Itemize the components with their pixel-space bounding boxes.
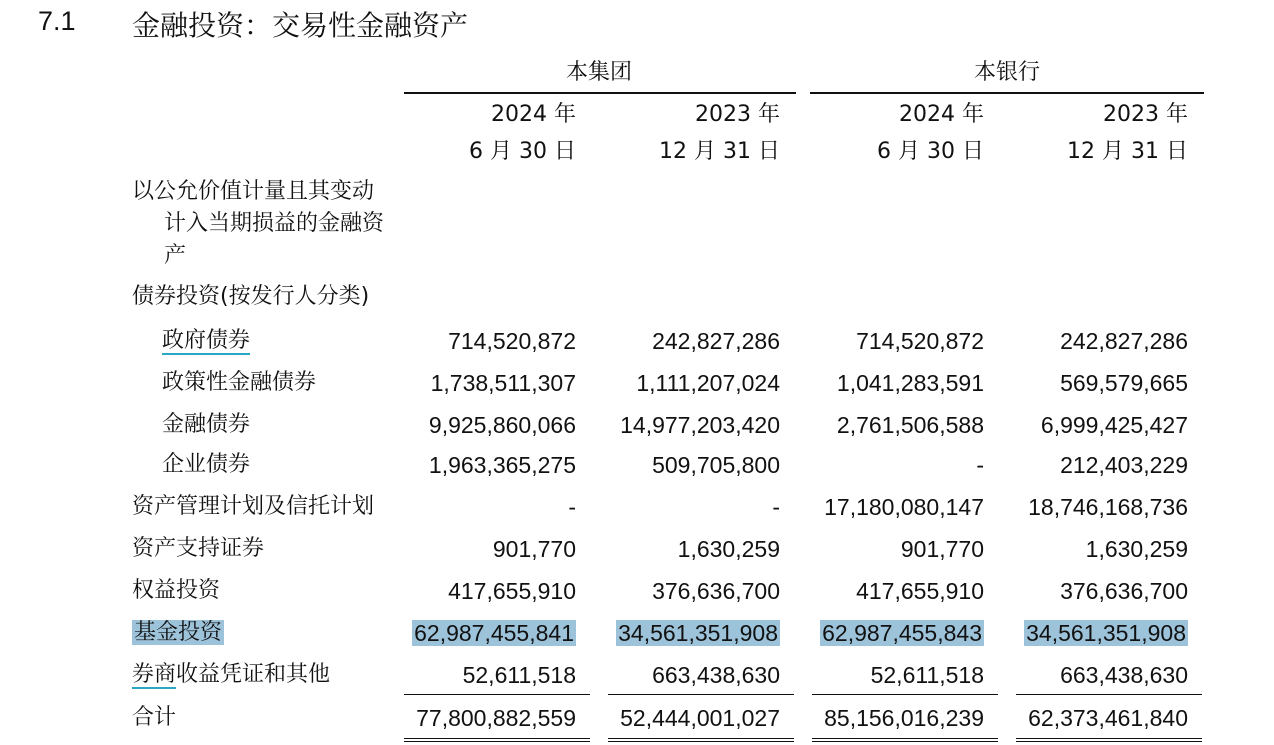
table-row bbox=[0, 444, 1274, 486]
cell-value bbox=[608, 612, 780, 654]
column-year: 2023 年 bbox=[1103, 102, 1188, 127]
cell-value: 417,655,910 bbox=[856, 578, 984, 604]
row-label: 资产支持证券 bbox=[132, 536, 265, 561]
row-label: 债券投资(按发行人分类) bbox=[132, 284, 370, 309]
row-label: 权益投资 bbox=[132, 578, 221, 603]
cell-value: 85,156,016,239 bbox=[824, 705, 984, 731]
row-label bbox=[132, 654, 330, 696]
cell-value: 1,963,365,275 bbox=[428, 452, 576, 478]
section-number: 7.1 bbox=[38, 6, 76, 36]
total-double-line bbox=[608, 738, 794, 742]
column-year: 2024 年 bbox=[899, 102, 984, 127]
group-header-group: 本集团 bbox=[565, 60, 632, 85]
table-row bbox=[0, 654, 1274, 696]
subtotal-line bbox=[812, 694, 998, 695]
column-date: 6 月 30 日 bbox=[469, 139, 576, 164]
category-line: 产 bbox=[164, 243, 187, 268]
row-label: 金融债券 bbox=[162, 412, 251, 437]
cell-value: 569,579,665 bbox=[1060, 370, 1188, 396]
total-double-line bbox=[812, 738, 998, 742]
cell-value: 62,373,461,840 bbox=[1028, 705, 1188, 731]
cell-value: 663,438,630 bbox=[1060, 662, 1188, 688]
cell-value: 1,738,511,307 bbox=[430, 370, 576, 396]
category-heading bbox=[132, 176, 384, 272]
cell-value: 18,746,168,736 bbox=[1028, 494, 1188, 520]
cell-value: 242,827,286 bbox=[652, 328, 780, 354]
category-line: 计入当期损益的金融资 bbox=[164, 211, 385, 236]
cell-value: 509,705,800 bbox=[652, 452, 780, 478]
cell-value: 376,636,700 bbox=[652, 578, 780, 604]
highlighted-text[interactable]: 基金投资 bbox=[134, 620, 223, 645]
column-date: 12 月 31 日 bbox=[659, 139, 780, 164]
table-row bbox=[0, 528, 1274, 570]
cell-value: 17,180,080,147 bbox=[824, 494, 984, 520]
cell-value: 417,655,910 bbox=[448, 578, 576, 604]
subtotal-line bbox=[1016, 694, 1202, 695]
cell-value: 6,999,425,427 bbox=[1040, 412, 1188, 438]
cell-value: - bbox=[568, 494, 576, 520]
group-underline bbox=[810, 92, 1204, 94]
cell-value: 663,438,630 bbox=[652, 662, 780, 688]
table-row bbox=[0, 276, 1274, 318]
total-double-line bbox=[1016, 738, 1202, 742]
cell-value: 901,770 bbox=[900, 536, 984, 562]
column-date: 12 月 31 日 bbox=[1067, 139, 1188, 164]
cell-value: 1,630,259 bbox=[677, 536, 780, 562]
cell-value: 1,630,259 bbox=[1085, 536, 1188, 562]
cell-value: 52,611,518 bbox=[870, 662, 984, 688]
cell-value bbox=[404, 612, 576, 654]
cell-value: 77,800,882,559 bbox=[416, 705, 576, 731]
cell-value: 1,041,283,591 bbox=[836, 370, 984, 396]
subtotal-line bbox=[608, 694, 794, 695]
row-label bbox=[162, 320, 250, 362]
row-label: 政策性金融债券 bbox=[162, 370, 317, 395]
total-double-line bbox=[404, 738, 590, 742]
row-label: 企业债券 bbox=[162, 452, 251, 477]
cell-value: 14,977,203,420 bbox=[620, 412, 780, 438]
cell-value: 242,827,286 bbox=[1060, 328, 1188, 354]
cell-value: 2,761,506,588 bbox=[836, 412, 984, 438]
label-text: 收益凭证和其他 bbox=[176, 662, 331, 687]
cell-value: 376,636,700 bbox=[1060, 578, 1188, 604]
category-line: 以公允价值计量且其变动 bbox=[132, 179, 375, 204]
group-underline bbox=[404, 92, 796, 94]
cell-value: 1,111,207,024 bbox=[636, 370, 780, 396]
cell-value: 52,611,518 bbox=[462, 662, 576, 688]
cell-value bbox=[1016, 612, 1188, 654]
underlined-text: 政府债券 bbox=[162, 328, 251, 353]
section-title: 金融投资：交易性金融资产 bbox=[132, 9, 469, 42]
cell-value: - bbox=[976, 452, 984, 478]
row-label: 合计 bbox=[132, 705, 177, 730]
cell-value: 9,925,860,066 bbox=[428, 412, 576, 438]
table-row bbox=[0, 404, 1274, 446]
highlighted-text[interactable]: 34,561,351,908 bbox=[618, 620, 778, 646]
cell-value: 212,403,229 bbox=[1060, 452, 1188, 478]
column-date: 6 月 30 日 bbox=[877, 139, 984, 164]
cell-value: 714,520,872 bbox=[856, 328, 984, 354]
highlighted-text[interactable]: 34,561,351,908 bbox=[1026, 620, 1186, 646]
highlighted-text[interactable]: 62,987,455,843 bbox=[822, 620, 982, 646]
column-year: 2023 年 bbox=[695, 102, 780, 127]
table-row bbox=[0, 362, 1274, 404]
cell-value: - bbox=[772, 494, 780, 520]
column-year: 2024 年 bbox=[491, 102, 576, 127]
table-row-total bbox=[0, 697, 1274, 739]
row-label bbox=[132, 612, 224, 654]
group-header-bank: 本银行 bbox=[973, 60, 1040, 85]
subtotal-line bbox=[404, 694, 590, 695]
table-row bbox=[0, 486, 1274, 528]
cell-value: 52,444,001,027 bbox=[620, 705, 780, 731]
table-row-selected bbox=[0, 612, 1274, 654]
cell-value: 714,520,872 bbox=[448, 328, 576, 354]
table-row bbox=[0, 320, 1274, 362]
cell-value: 901,770 bbox=[492, 536, 576, 562]
table-row bbox=[0, 570, 1274, 612]
underlined-text: 券商 bbox=[132, 662, 177, 687]
highlighted-text[interactable]: 62,987,455,841 bbox=[414, 620, 574, 646]
row-label: 资产管理计划及信托计划 bbox=[132, 494, 375, 519]
cell-value bbox=[812, 612, 984, 654]
